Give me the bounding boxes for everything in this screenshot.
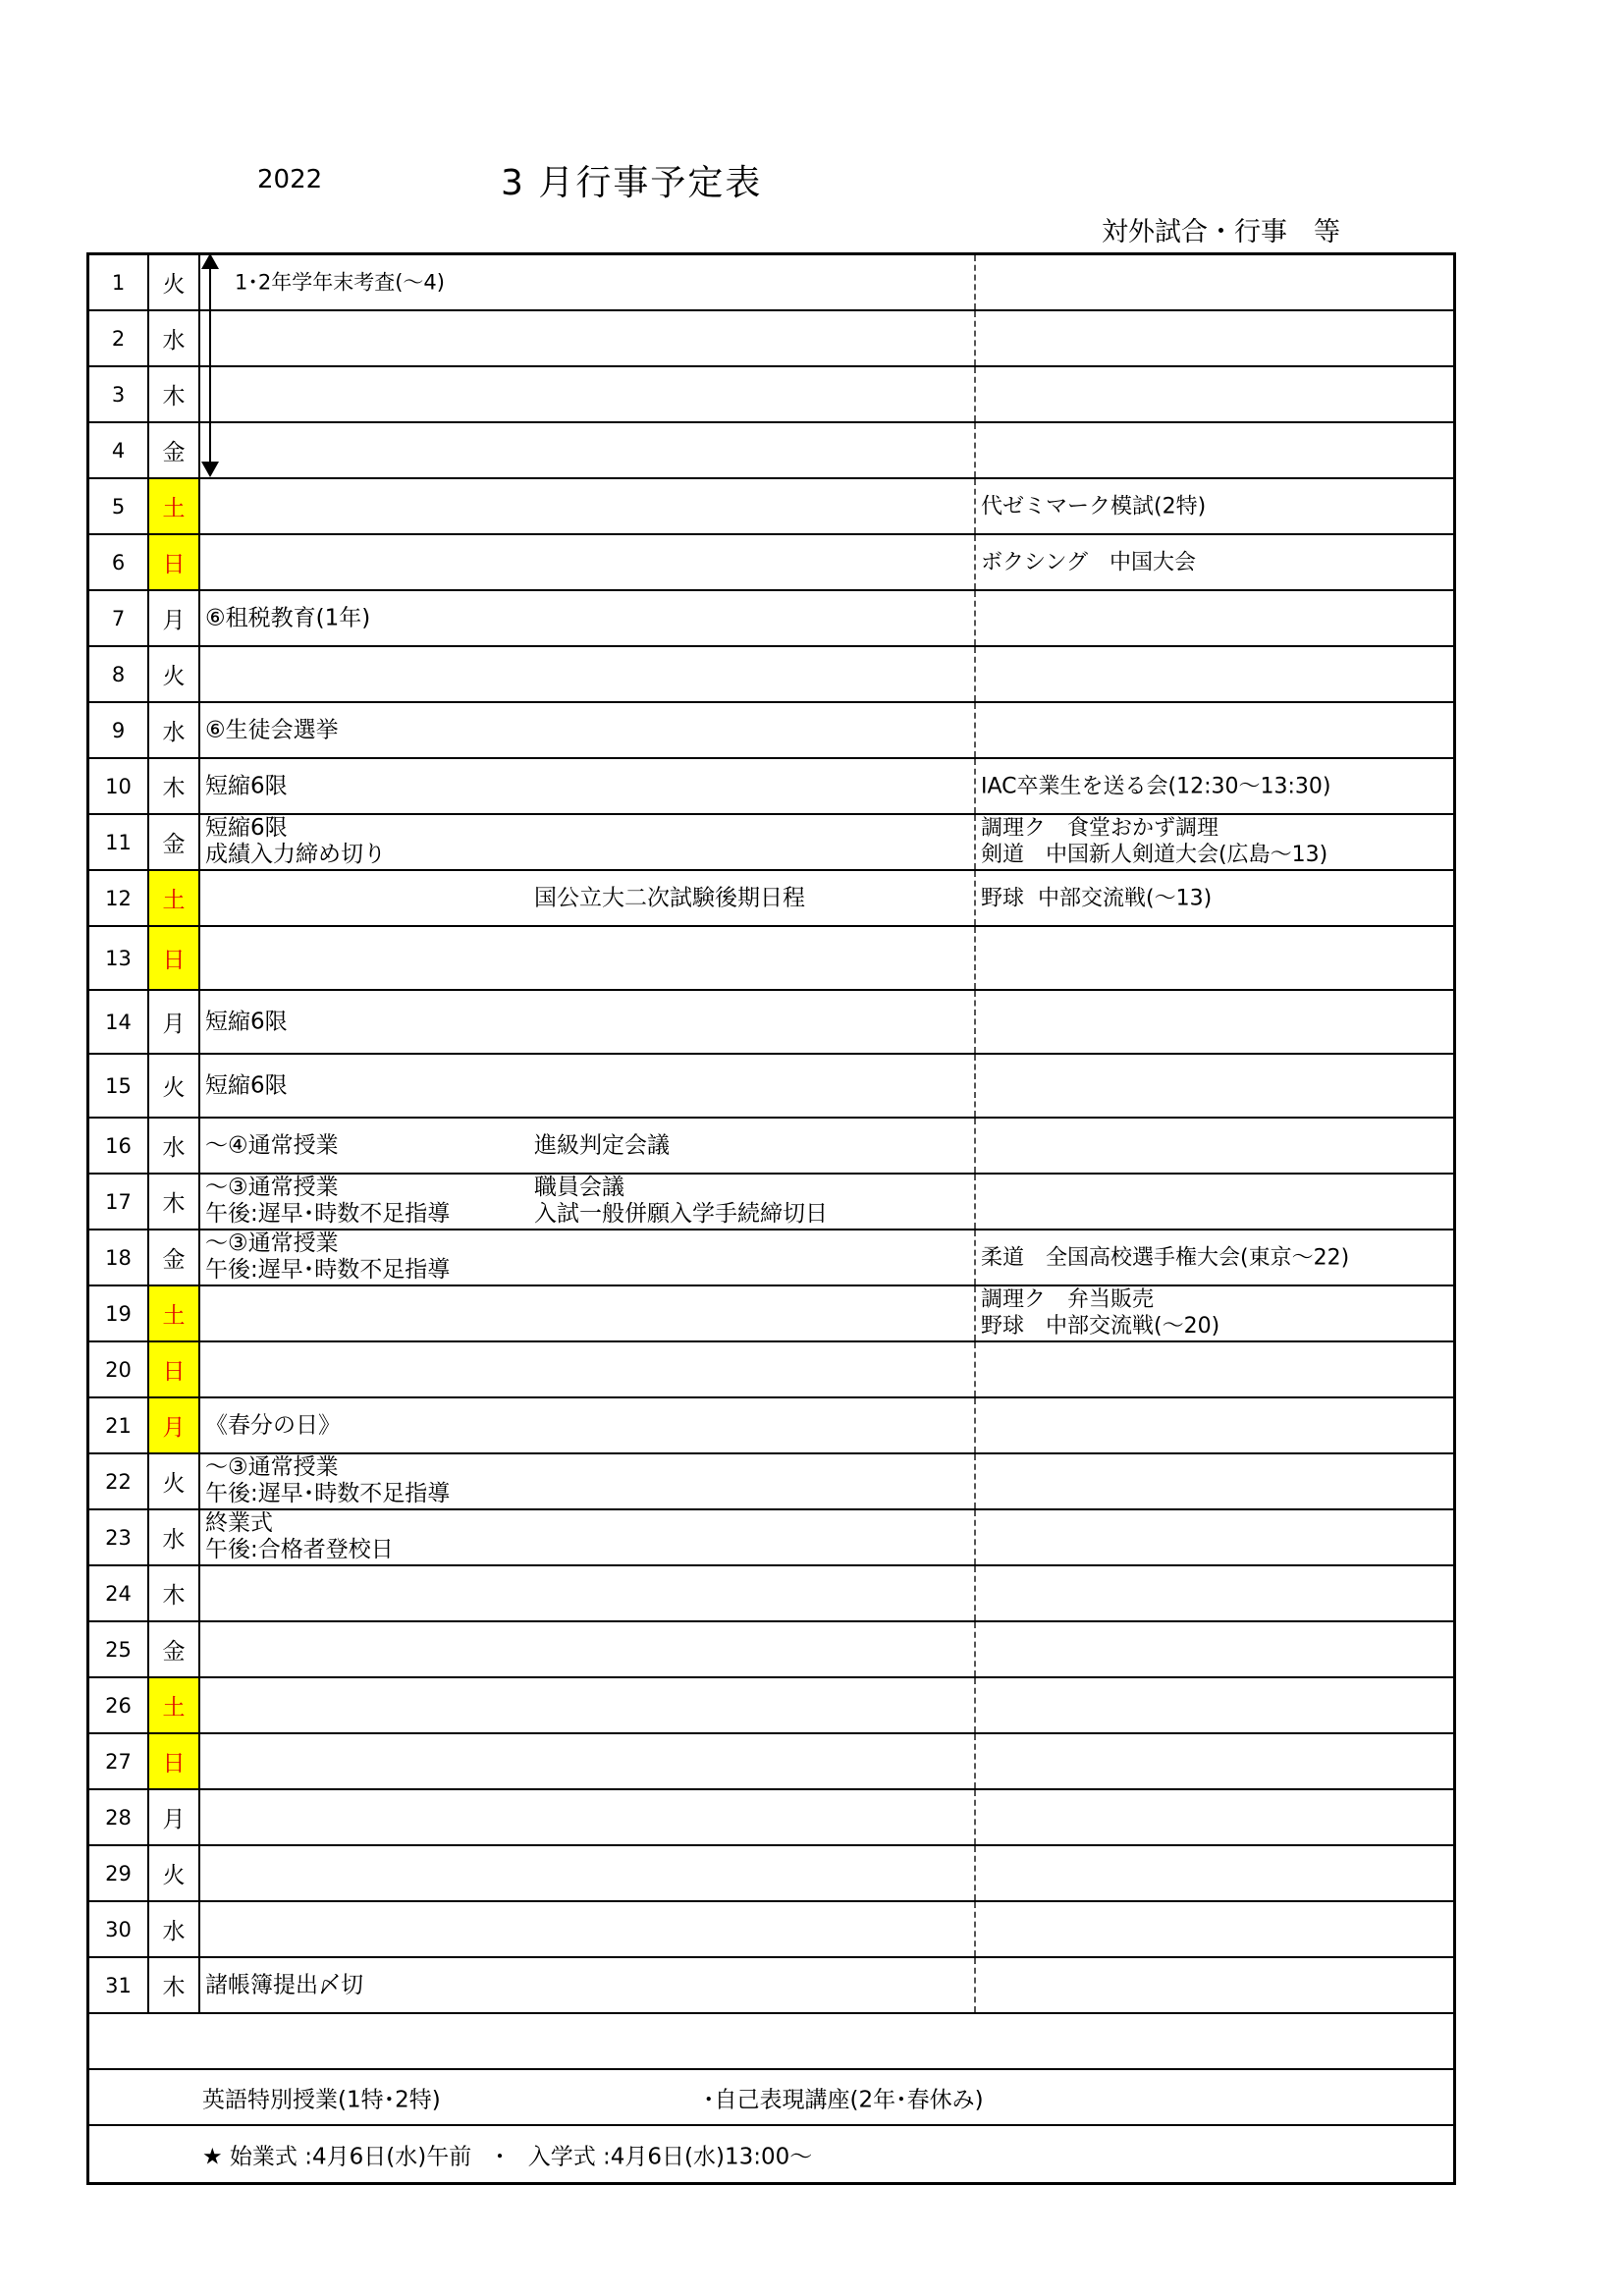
school-event-cell xyxy=(200,1119,976,1173)
date-cell: 16 xyxy=(89,1119,149,1173)
weekday-label: 日 xyxy=(162,1751,186,1777)
table-row xyxy=(89,1734,1453,1790)
school-event-cell xyxy=(200,423,976,477)
table-row xyxy=(89,535,1453,591)
school-event-cell xyxy=(200,759,976,813)
table-row xyxy=(89,1622,1453,1678)
external-event-cell xyxy=(976,815,1453,869)
weekday-label: 水 xyxy=(162,328,186,354)
date-cell: 6 xyxy=(89,535,149,589)
weekday-cell xyxy=(149,535,200,589)
weekday-cell xyxy=(149,1566,200,1620)
school-event-cell xyxy=(200,1230,976,1285)
weekday-cell xyxy=(149,591,200,645)
weekday-cell xyxy=(149,1902,200,1956)
table-row xyxy=(89,1790,1453,1846)
external-event-cell xyxy=(976,991,1453,1053)
school-event-note: 職員会議 入試一般併願入学手続締切日 xyxy=(534,1175,828,1227)
school-event-text: 短縮6限 成績入力締め切り xyxy=(205,815,386,867)
external-events-heading: 対外試合・行事 等 xyxy=(1102,217,1340,247)
external-event-cell xyxy=(976,1454,1453,1508)
weekday-label: 月 xyxy=(162,1011,186,1037)
school-event-cell xyxy=(200,647,976,701)
external-event-cell xyxy=(976,255,1453,309)
weekday-cell xyxy=(149,703,200,757)
weekday-cell xyxy=(149,479,200,533)
date-cell: 10 xyxy=(89,759,149,813)
weekday-cell xyxy=(149,759,200,813)
table-row xyxy=(89,1958,1453,2014)
weekday-cell xyxy=(149,647,200,701)
date-cell: 18 xyxy=(89,1230,149,1285)
exam-period-arrow-line xyxy=(209,260,211,466)
school-event-cell xyxy=(200,815,976,869)
weekday-label: 水 xyxy=(162,1527,186,1553)
table-row xyxy=(89,255,1453,311)
school-event-text: ⑥租税教育(1年) xyxy=(205,605,371,630)
external-event-cell xyxy=(976,423,1453,477)
weekday-label: 土 xyxy=(162,1303,186,1329)
table-row xyxy=(89,367,1453,423)
weekday-label: 水 xyxy=(162,1135,186,1161)
weekday-cell xyxy=(149,1622,200,1676)
table-row xyxy=(89,871,1453,927)
weekday-label: 木 xyxy=(162,1583,186,1609)
weekday-cell xyxy=(149,1342,200,1396)
self-expression-course: ･自己表現講座(2年･春休み) xyxy=(703,2087,984,2112)
weekday-cell xyxy=(149,1398,200,1452)
external-event-cell xyxy=(976,479,1453,533)
table-row xyxy=(89,1230,1453,1286)
weekday-cell xyxy=(149,1055,200,1117)
date-cell: 8 xyxy=(89,647,149,701)
school-event-text: 短縮6限 xyxy=(205,1009,288,1034)
school-event-cell xyxy=(200,1055,976,1117)
date-cell: 13 xyxy=(89,927,149,989)
external-event-cell xyxy=(976,367,1453,421)
external-event-cell xyxy=(976,1622,1453,1676)
date-cell: 9 xyxy=(89,703,149,757)
school-event-cell xyxy=(200,479,976,533)
school-event-cell xyxy=(200,927,976,989)
date-cell: 30 xyxy=(89,1902,149,1956)
weekday-label: 土 xyxy=(162,1695,186,1721)
external-event-cell xyxy=(976,871,1453,925)
external-event-cell xyxy=(976,1119,1453,1173)
school-event-cell xyxy=(200,1958,976,2012)
weekday-cell xyxy=(149,927,200,989)
school-event-cell xyxy=(200,703,976,757)
table-row xyxy=(89,991,1453,1055)
weekday-cell xyxy=(149,1510,200,1564)
weekday-cell xyxy=(149,311,200,365)
school-event-cell xyxy=(200,1510,976,1564)
table-row xyxy=(89,591,1453,647)
school-event-cell xyxy=(200,255,976,309)
external-event-cell xyxy=(976,1734,1453,1788)
school-event-text: 短縮6限 xyxy=(205,773,288,798)
school-event-cell xyxy=(200,1790,976,1844)
date-cell: 11 xyxy=(89,815,149,869)
table-row xyxy=(89,1846,1453,1902)
weekday-cell xyxy=(149,367,200,421)
external-event-cell xyxy=(976,1510,1453,1564)
weekday-label: 火 xyxy=(162,1471,186,1497)
weekday-label: 金 xyxy=(162,1639,186,1665)
weekday-cell xyxy=(149,815,200,869)
date-cell: 14 xyxy=(89,991,149,1053)
school-event-cell xyxy=(200,1566,976,1620)
date-cell: 25 xyxy=(89,1622,149,1676)
table-row xyxy=(89,1678,1453,1734)
external-event-cell xyxy=(976,759,1453,813)
school-event-text: ～④通常授業 xyxy=(205,1132,339,1158)
external-event-cell xyxy=(976,591,1453,645)
footer-row xyxy=(89,2126,1453,2182)
external-event-cell xyxy=(976,1566,1453,1620)
external-event-cell xyxy=(976,535,1453,589)
date-cell: 12 xyxy=(89,871,149,925)
weekday-label: 火 xyxy=(162,664,186,689)
weekday-label: 火 xyxy=(162,272,186,298)
weekday-label: 月 xyxy=(162,608,186,633)
date-cell: 3 xyxy=(89,367,149,421)
weekday-cell xyxy=(149,255,200,309)
table-row xyxy=(89,1286,1453,1342)
date-cell: 21 xyxy=(89,1398,149,1452)
school-event-text: ～③通常授業 午後:遅早･時数不足指導 xyxy=(205,1175,451,1227)
table-row xyxy=(89,703,1453,759)
date-cell: 15 xyxy=(89,1055,149,1117)
weekday-label: 木 xyxy=(162,776,186,801)
table-row xyxy=(89,1566,1453,1622)
school-event-text: ⑥生徒会選挙 xyxy=(205,717,339,742)
table-row xyxy=(89,1055,1453,1119)
external-event-cell xyxy=(976,703,1453,757)
weekday-label: 火 xyxy=(162,1075,186,1101)
external-event-text: ボクシング 中国大会 xyxy=(981,550,1197,574)
external-event-text: 調理ク 弁当販売 野球 中部交流戦(～20) xyxy=(981,1287,1220,1339)
weekday-label: 日 xyxy=(162,552,186,577)
external-event-cell xyxy=(976,1846,1453,1900)
footer-row xyxy=(89,2014,1453,2070)
table-row xyxy=(89,1454,1453,1510)
date-cell: 19 xyxy=(89,1286,149,1340)
external-event-cell xyxy=(976,1902,1453,1956)
weekday-cell xyxy=(149,1119,200,1173)
weekday-cell xyxy=(149,1175,200,1229)
table-row xyxy=(89,479,1453,535)
external-event-cell xyxy=(976,311,1453,365)
school-event-text: ～③通常授業 午後:遅早･時数不足指導 xyxy=(205,1454,451,1506)
weekday-label: 金 xyxy=(162,1247,186,1273)
school-event-text: 終業式 午後:合格者登校日 xyxy=(205,1510,394,1562)
weekday-label: 水 xyxy=(162,720,186,745)
school-event-text: 短縮6限 xyxy=(205,1072,288,1098)
date-cell: 31 xyxy=(89,1958,149,2012)
ceremony-notice: ★ 始業式 :4月6日(水)午前 ･ 入学式 :4月6日(水)13:00～ xyxy=(202,2144,813,2169)
date-cell: 29 xyxy=(89,1846,149,1900)
external-event-cell xyxy=(976,1175,1453,1229)
weekday-label: 木 xyxy=(162,384,186,410)
arrow-down-icon xyxy=(201,462,219,477)
weekday-cell xyxy=(149,1790,200,1844)
year-label: 2022 xyxy=(257,165,323,194)
school-event-cell xyxy=(200,367,976,421)
weekday-cell xyxy=(149,1734,200,1788)
school-event-cell xyxy=(200,591,976,645)
external-event-text: IAC卒業生を送る会(12:30～13:30) xyxy=(981,774,1331,798)
weekday-label: 水 xyxy=(162,1919,186,1944)
school-event-cell xyxy=(200,1454,976,1508)
table-row xyxy=(89,1342,1453,1398)
school-event-cell xyxy=(200,1902,976,1956)
school-event-cell xyxy=(200,1678,976,1732)
weekday-cell xyxy=(149,1286,200,1340)
school-event-cell xyxy=(200,1846,976,1900)
weekday-label: 土 xyxy=(162,888,186,913)
date-cell: 2 xyxy=(89,311,149,365)
weekday-label: 火 xyxy=(162,1863,186,1888)
weekday-cell xyxy=(149,991,200,1053)
external-event-cell xyxy=(976,647,1453,701)
table-row xyxy=(89,1902,1453,1958)
weekday-cell xyxy=(149,871,200,925)
school-event-text: 1･2年学年末考査(～4) xyxy=(235,270,445,294)
table-row xyxy=(89,1119,1453,1175)
external-event-cell xyxy=(976,1790,1453,1844)
external-event-cell xyxy=(976,1055,1453,1117)
external-event-cell xyxy=(976,1286,1453,1340)
date-cell: 5 xyxy=(89,479,149,533)
external-event-text: 調理ク 食堂おかず調理 剣道 中国新人剣道大会(広島～13) xyxy=(981,816,1328,867)
weekday-cell xyxy=(149,1958,200,2012)
external-event-text: 代ゼミマーク模試(2特) xyxy=(981,494,1207,519)
weekday-label: 日 xyxy=(162,1359,186,1385)
school-event-cell xyxy=(200,1342,976,1396)
school-event-cell xyxy=(200,1734,976,1788)
weekday-label: 日 xyxy=(162,948,186,973)
weekday-label: 月 xyxy=(162,1807,186,1832)
date-cell: 24 xyxy=(89,1566,149,1620)
date-cell: 7 xyxy=(89,591,149,645)
external-event-cell xyxy=(976,1398,1453,1452)
external-event-cell xyxy=(976,1678,1453,1732)
external-event-cell xyxy=(976,1342,1453,1396)
school-event-note: 進級判定会議 xyxy=(534,1132,670,1158)
external-event-cell xyxy=(976,927,1453,989)
external-event-cell xyxy=(976,1230,1453,1285)
weekday-label: 土 xyxy=(162,496,186,521)
table-row xyxy=(89,1398,1453,1454)
table-row xyxy=(89,1510,1453,1566)
table-row xyxy=(89,423,1453,479)
weekday-label: 月 xyxy=(162,1415,186,1441)
school-event-cell xyxy=(200,871,976,925)
weekday-cell xyxy=(149,423,200,477)
date-cell: 22 xyxy=(89,1454,149,1508)
schedule-table xyxy=(86,252,1456,2185)
external-event-text: 柔道 全国高校選手権大会(東京～22) xyxy=(981,1245,1350,1270)
school-event-cell xyxy=(200,991,976,1053)
english-special-class: 英語特別授業(1特･2特) xyxy=(202,2087,441,2112)
school-event-text: ～③通常授業 午後:遅早･時数不足指導 xyxy=(205,1230,451,1283)
date-cell: 17 xyxy=(89,1175,149,1229)
weekday-label: 金 xyxy=(162,440,186,465)
weekday-cell xyxy=(149,1454,200,1508)
school-event-cell xyxy=(200,1175,976,1229)
weekday-cell xyxy=(149,1678,200,1732)
school-event-text: 諸帳簿提出〆切 xyxy=(205,1972,363,1997)
table-row xyxy=(89,759,1453,815)
school-event-cell xyxy=(200,1398,976,1452)
school-event-cell xyxy=(200,1622,976,1676)
school-event-cell xyxy=(200,1286,976,1340)
weekday-label: 木 xyxy=(162,1191,186,1217)
table-row xyxy=(89,815,1453,871)
school-event-text: 《春分の日》 xyxy=(205,1412,341,1438)
date-cell: 28 xyxy=(89,1790,149,1844)
date-cell: 4 xyxy=(89,423,149,477)
external-event-cell xyxy=(976,1958,1453,2012)
table-row xyxy=(89,927,1453,991)
date-cell: 1 xyxy=(89,255,149,309)
table-row xyxy=(89,311,1453,367)
page-title: 3 月行事予定表 xyxy=(501,163,763,203)
school-event-cell xyxy=(200,535,976,589)
weekday-cell xyxy=(149,1230,200,1285)
date-cell: 26 xyxy=(89,1678,149,1732)
school-event-cell xyxy=(200,311,976,365)
date-cell: 23 xyxy=(89,1510,149,1564)
school-event-note: 国公立大二次試験後期日程 xyxy=(534,885,805,910)
weekday-cell xyxy=(149,1846,200,1900)
table-row xyxy=(89,1175,1453,1230)
table-row xyxy=(89,647,1453,703)
date-cell: 20 xyxy=(89,1342,149,1396)
weekday-label: 木 xyxy=(162,1975,186,2000)
date-cell: 27 xyxy=(89,1734,149,1788)
weekday-label: 金 xyxy=(162,832,186,857)
external-event-text: 野球 中部交流戦(～13) xyxy=(981,886,1213,910)
footer-row xyxy=(89,2070,1453,2126)
